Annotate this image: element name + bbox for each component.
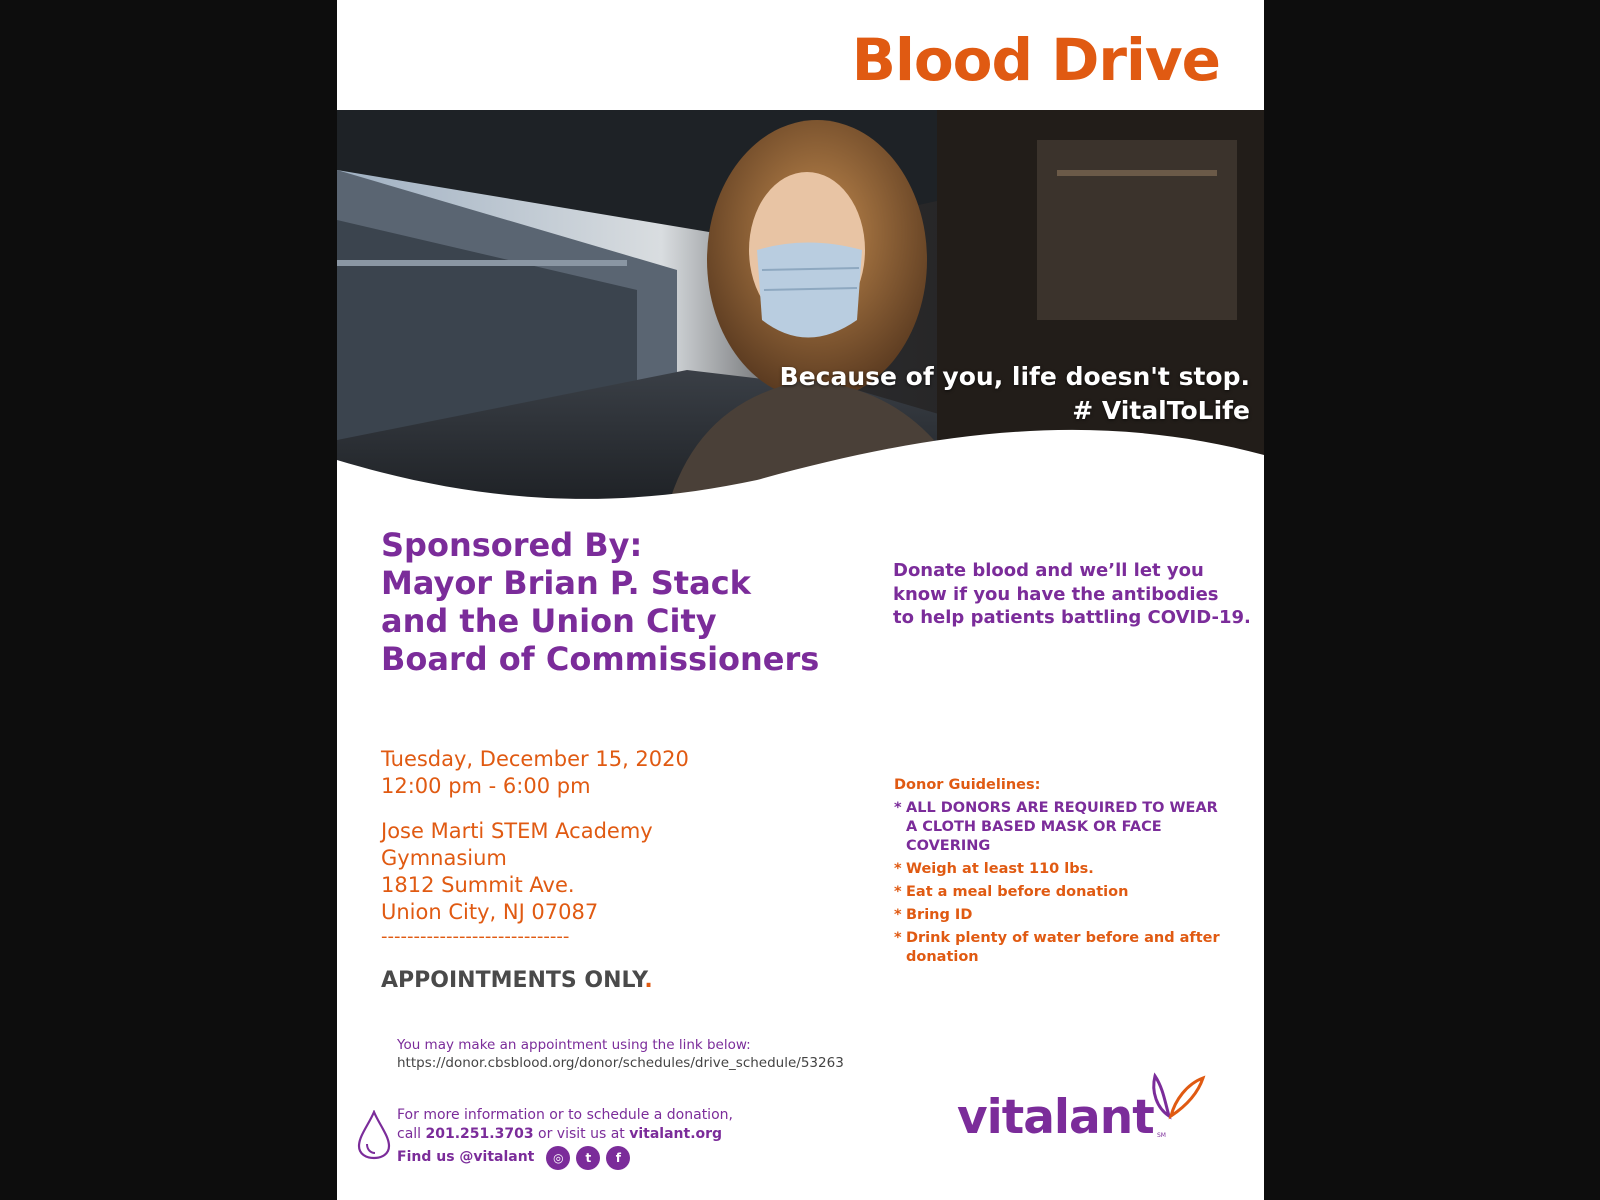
- twitter-icon[interactable]: t: [576, 1146, 600, 1170]
- vitalant-logo: [957, 1070, 1217, 1150]
- guideline-item: * Eat a meal before donation: [894, 884, 1129, 900]
- venue-city: Union City, NJ 07087: [381, 900, 599, 924]
- appointments-only: [381, 968, 653, 993]
- blood-drop-icon: [357, 1110, 391, 1160]
- appointment-link-block: [397, 1036, 844, 1072]
- event-time: 12:00 pm - 6:00 pm: [381, 774, 591, 798]
- venue-street: 1812 Summit Ave.: [381, 873, 575, 897]
- appointment-link-url[interactable]: https://donor.cbsblood.org/donor/schedules/drive_schedule/53263: [397, 1055, 844, 1071]
- antibody-note-line: Donate blood and we’ll let you: [893, 560, 1204, 581]
- facebook-icon[interactable]: f: [606, 1146, 630, 1170]
- guideline-item: * ALL DONORS ARE REQUIRED TO WEAR A CLOTH BASED MASK OR FACE COVERING: [894, 800, 1218, 854]
- contact-text: [397, 1106, 797, 1170]
- guideline-item: * Weigh at least 110 lbs.: [894, 861, 1094, 877]
- tagline: [780, 360, 1250, 428]
- venue-room: Gymnasium: [381, 846, 507, 870]
- guidelines-heading: Donor Guidelines:: [894, 777, 1041, 793]
- contact-line1: For more information or to schedule a donation,: [397, 1107, 733, 1123]
- venue-name: Jose Marti STEM Academy: [381, 819, 653, 843]
- instagram-icon[interactable]: ◎: [546, 1146, 570, 1170]
- phone-number[interactable]: 201.251.3703: [425, 1126, 534, 1142]
- tagline-line1: Because of you, life doesn't stop.: [779, 362, 1250, 391]
- appointments-only-text: APPOINTMENTS ONLY: [381, 968, 645, 993]
- masked-woman-photo: [337, 110, 1264, 510]
- sponsor-line: and the Union City: [381, 602, 717, 640]
- website-link[interactable]: vitalant.org: [629, 1126, 723, 1142]
- logo-wordmark: vitalant: [957, 1090, 1154, 1145]
- antibody-note: [893, 559, 1253, 630]
- butterfly-icon: [1147, 1072, 1207, 1122]
- antibody-note-line: know if you have the antibodies: [893, 583, 1219, 605]
- hashtag: # VitalToLife: [1072, 396, 1250, 425]
- sponsor-heading: Sponsored By:: [381, 526, 643, 564]
- contact-line2: call 201.251.3703 or visit us at vitalant.org: [397, 1126, 723, 1142]
- social-icons: [546, 1146, 630, 1170]
- sponsor-line: Board of Commissioners: [381, 640, 820, 678]
- guideline-item: * Bring ID: [894, 907, 973, 923]
- appointment-link-intro: You may make an appointment using the link below:: [397, 1037, 751, 1053]
- antibody-note-line: to help patients battling COVID-19.: [893, 607, 1251, 628]
- find-us-label: Find us @vitalant: [397, 1148, 535, 1165]
- hero-photo: [337, 110, 1264, 510]
- sponsor-line: Mayor Brian P. Stack: [381, 564, 751, 602]
- event-details: [381, 746, 801, 946]
- social-row: [397, 1144, 797, 1170]
- dashed-divider: -----------------------------: [381, 928, 570, 946]
- appointments-only-period: .: [644, 968, 653, 993]
- service-mark: SM: [1157, 1132, 1166, 1139]
- sponsor-block: [381, 526, 841, 678]
- guideline-item: * Drink plenty of water before and after donation: [894, 930, 1220, 965]
- flyer: [337, 0, 1264, 1200]
- flyer-title: Blood Drive: [851, 26, 1220, 94]
- event-date: Tuesday, December 15, 2020: [381, 747, 689, 771]
- donor-guidelines: [894, 776, 1234, 971]
